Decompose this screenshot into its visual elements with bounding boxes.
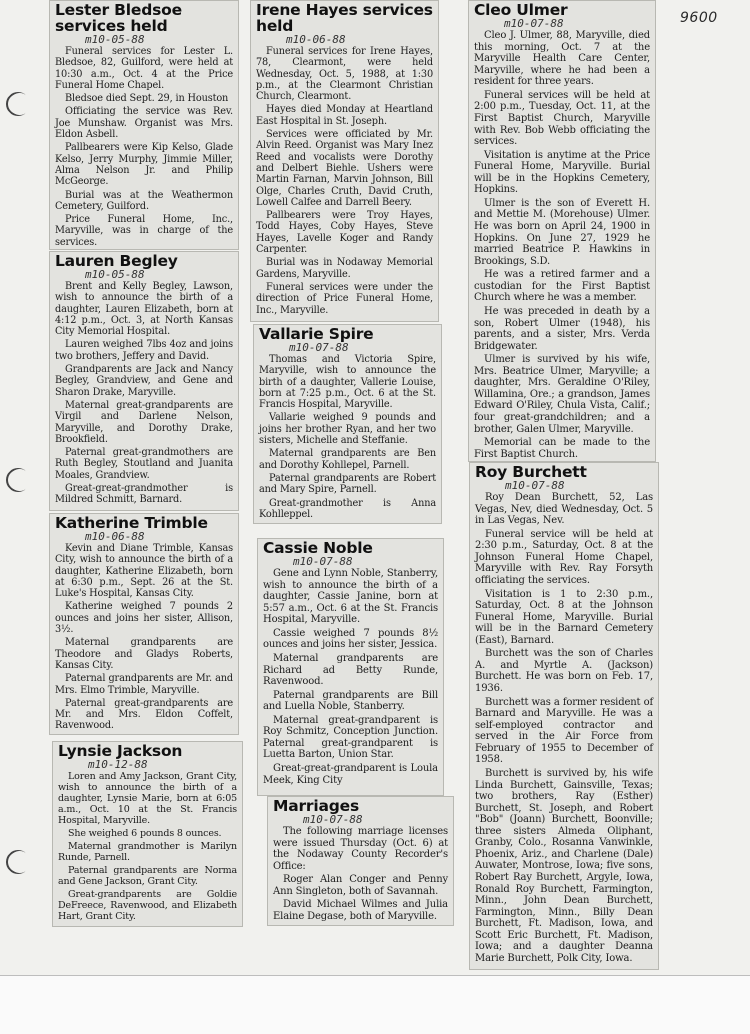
clipping-paragraph: Grandparents are Jack and Nancy Begley, Grandview, and Gene and Sharon Drake, Maryville. [55,364,233,398]
clipping-paragraph: Loren and Amy Jackson, Grant City, wish to announce the birth of a daughter, Lynsie Marie, born at 6:05 a.m., Oct. 10 at the St. Francis Hospital, Maryville. [58,771,237,827]
clipping-paragraph: Officiating the service was Rev. Joe Munshaw. Organist was Mrs. Eldon Asbell. [55,106,233,141]
clipping-paragraph: Roger Alan Conger and Penny Ann Singleton, both of Savannah. [273,874,448,897]
clipping-paragraph: Funeral services for Lester L. Bledsoe, 82, Guilford, were held at 10:30 a.m., Oct. 4 at the Price Funeral Home Chapel. [55,46,233,91]
clipping-paragraph: Visitation is anytime at the Price Funeral Home, Maryville. Burial will be in the Hopkins Cemetery, Hopkins. [474,149,650,196]
clipping-paragraph: Funeral services for Irene Hayes, 78, Clearmont, were held Wednesday, Oct. 5, 1988, at 1:30 p.m., at the Clearmont Christian Church, Clearmont. [256,46,433,103]
handwritten-date: m10-07-88 [505,479,565,492]
clipping-paragraph: Visitation is 1 to 2:30 p.m., Saturday, Oct. 8 at the Johnson Funeral Home, Maryville. Burial will be in the Barnard Cemetery (East), Barnard. [475,588,653,646]
handwritten-date: m10-06-88 [85,530,145,543]
clipping-noble [257,538,444,796]
clipping-paragraph: Paternal grandparents are Bill and Luella Noble, Stanberry. [263,689,438,713]
clipping-paragraph: Funeral services will be held at 2:00 p.m., Tuesday, Oct. 11, at the First Baptist Church, Maryville with Rev. Bob Webb officiating the services. [474,89,650,148]
clipping-paragraph: Ulmer is survived by his wife, Mrs. Beatrice Ulmer, Maryville; a daughter, Mrs. Geraldine O'Riley, Willamina, Ore.; a grandson, James Edward O'Riley, Chula Vista, Calif.; four great-grandchildren; and a brother, Galen Ulmer, Maryville. [474,354,650,435]
clipping-paragraph: Bledsoe died Sept. 29, in Houston [65,93,229,105]
clipping-hayes [250,0,439,322]
clipping-paragraph: Cassie weighed 7 pounds 8½ ounces and joins her sister, Jessica. [263,627,438,651]
clipping-paragraph: Ulmer is the son of Everett H. and Mettie M. (Morehouse) Ulmer. He was born on April 24, 1900 in Hopkins. On June 27, 1929 he married Beatrice P. Hawkins in Brookings, S.D. [474,197,650,267]
clipping-paragraph: Great-grandparents are Goldie DeFreece, Ravenwood, and Elizabeth Hart, Grant City. [58,889,237,923]
clipping-paragraph: He was a retired farmer and a custodian for the First Baptist Church where he was a member. [474,269,650,304]
clipping-paragraph: Lauren weighed 7lbs 4oz and joins two brothers, Jeffery and David. [55,339,233,362]
clipping-paragraph: Burial was at the Weathermon Cemetery, Guilford. [55,189,233,212]
clipping-paragraph: Katherine weighed 7 pounds 2 ounces and joins her sister, Allison, 3½. [55,601,233,636]
clipping-paragraph: Funeral services were under the direction of Price Funeral Home, Inc., Maryville. [256,281,433,316]
clipping-bledsoe [49,0,239,250]
clipping-paragraph: Paternal great-grandparents are Mr. and Mrs. Eldon Coffelt, Ravenwood. [55,697,233,732]
handwritten-date: m10-05-88 [85,33,145,46]
clipping-paragraph: Maternal grandparents are Ben and Dorothy Kohllepel, Parnell. [259,448,436,471]
clipping-headline: Lester Bledsoe services held [55,1,182,35]
page-bottom-margin [0,975,750,1034]
clipping-paragraph: Pallbearers were Kip Kelso, Glade Kelso, Jerry Murphy, Jimmie Miller, Alma Nelson Jr. and Philip McGeorge. [55,142,233,188]
clipping-paragraph: Burchett was a former resident of Barnard and Maryville. He was a self-employed contractor and served in the Air Force from February of 1955 to December of 1958. [475,696,653,766]
clipping-paragraph: Price Funeral Home, Inc., Maryville, was in charge of the services. [55,214,233,248]
clipping-paragraph: Gene and Lynn Noble, Stanberry, wish to announce the birth of a daughter, Cassie Janine, born at 5:57 a.m., Oct. 6 at the St. Francis Hospital, Maryville. [263,568,438,626]
clipping-paragraph: Great-great-grandparent is Loula Meek, King City [263,763,438,786]
clipping-paragraph: Services were officiated by Mr. Alvin Reed. Organist was Mary Inez Reed and vocalists were Dorothy and Delbert Biehle. Ushers were Martin Farnan, Marvin Johnson, Bill Olge, Charles Cruth, David Cruth, Lowell Calfee and Darrell Beery. [256,129,433,208]
clipping-paragraph: Cleo J. Ulmer, 88, Maryville, died this morning, Oct. 7 at the Maryville Health Care Center, Maryville, where he had been a resident for three years. [474,30,650,88]
clipping-marriages [267,796,454,926]
handwritten-date: m10-12-88 [88,758,148,771]
clipping-paragraph: Pallbearers were Troy Hayes, Todd Hayes, Coby Hayes, Steve Hayes, Lavelle Koger and Randy Carpenter. [256,210,433,256]
handwritten-date: m10-07-88 [289,341,349,354]
clipping-paragraph: Burchett is survived by, his wife Linda Burchett, Gainsville, Texas; two brothers, Ray (Esther) Burchett, St. Joseph, and Robert "Bob" (Joann) Burchett, Boonville; three sisters Almeda Oliphant, Granby, Colo., Rosanna Vanwinkle, Phoenix, Ariz., and Charlene (Dale) Auwater, Montrose, Iowa; five sons, Robert Ray Burchett, Argyle, Iowa, Ronald Roy Burchett, Farmington, Minn., John Dean Burchett, Farmington, Minn., Billy Dean Burchett, Ft. Madison, Iowa, and Scott Eric Burchett, Ft. Madison, Iowa; and a daughter Deanna Marie Burchett, Polk City, Iowa. [475,767,653,964]
clipping-paragraph: Thomas and Victoria Spire, Maryville, wish to announce the birth of a daughter, Vallerie Louise, born at 7:25 p.m., Oct. 6 at the St. Francis Hospital, Maryville. [259,354,436,411]
clipping-headline: Cassie Noble [263,539,373,557]
clipping-paragraph: Maternal grandmother is Marilyn Runde, Parnell. [58,841,237,864]
page-number: 9600 [680,10,718,26]
clipping-headline: Lynsie Jackson [58,742,183,760]
clipping-paragraph: She weighed 6 pounds 8 ounces. [68,828,222,840]
clipping-headline: Roy Burchett [475,463,587,481]
clipping-paragraph: Burchett was the son of Charles A. and Myrtle A. (Jackson) Burchett. He was born on Feb. 17, 1936. [475,648,653,694]
clipping-paragraph: Paternal grandparents are Robert and Mary Spire, Parnell. [259,472,436,496]
clipping-paragraph: Paternal great-grandmothers are Ruth Begley, Stoutland and Juanita Moales, Grandview. [55,447,233,481]
clipping-trimble [49,513,239,735]
clipping-paragraph: Vallarie weighed 9 pounds and joins her brother Ryan, and her two sisters, Michelle and Steffanie. [259,412,436,447]
handwritten-date: m10-06-88 [286,33,346,46]
clipping-headline: Vallarie Spire [259,325,374,343]
clipping-paragraph: Kevin and Diane Trimble, Kansas City, wish to announce the birth of a daughter, Katherine Elizabeth, born at 6:30 p.m., Sept. 26 at the St. Luke's Hospital, Kansas City. [55,543,233,600]
clipping-paragraph: Maternal great-grandparent is Roy Schmitz, Conception Junction. Paternal great-grandparent is Luetta Barton, Union Star. [263,714,438,761]
clipping-paragraph: Hayes died Monday at Heartland East Hospital in St. Joseph. [256,104,433,127]
clipping-paragraph: Memorial can be made to the First Baptist Church. [474,437,650,460]
clipping-paragraph: Maternal grandparents are Richard ad Betty Runde, Ravenwood. [263,652,438,688]
clipping-paragraph: Paternal grandparents are Mr. and Mrs. Elmo Trimble, Maryville. [55,673,233,696]
clipping-headline: Katherine Trimble [55,514,208,532]
handwritten-date: m10-07-88 [303,813,363,826]
clipping-spire [253,324,442,524]
clipping-burchett [469,462,659,970]
clipping-paragraph: Maternal great-grandparents are Virgil and Darlene Nelson, Maryville, and Dorothy Drake, Brookfield. [55,399,233,445]
clipping-paragraph: Burial was in Nodaway Memorial Gardens, Maryville. [256,257,433,280]
clipping-headline: Marriages [273,797,359,815]
clipping-paragraph: He was preceded in death by a son, Robert Ulmer (1948), his parents, and a sister, Mrs. Verda Bridgewater. [474,305,650,352]
clipping-paragraph: Brent and Kelly Begley, Lawson, wish to announce the birth of a daughter, Lauren Elizabeth, born at 4:12 p.m., Oct. 3, at North Kansas City Memorial Hospital. [55,281,233,338]
clipping-headline: Cleo Ulmer [474,1,568,19]
clipping-jackson [52,741,243,927]
clipping-paragraph: Great-great-grandmother is Mildred Schmitt, Barnard. [55,483,233,506]
handwritten-date: m10-07-88 [293,555,353,568]
clipping-paragraph: The following marriage licenses were issued Thursday (Oct. 6) at the Nodaway County Recorder's Office: [273,826,448,872]
handwritten-date: m10-05-88 [85,268,145,281]
clipping-paragraph: Funeral service will be held at 2:30 p.m., Saturday, Oct. 8 at the Johnson Funeral Home Chapel, Maryville with Rev. Ray Forsyth officiating the services. [475,528,653,586]
clipping-ulmer [468,0,656,462]
clipping-paragraph: David Michael Wilmes and Julia Elaine Degase, both of Maryville. [273,899,448,922]
clipping-headline: Irene Hayes services held [256,1,433,35]
clipping-paragraph: Great-grandmother is Anna Kohlleppel. [259,497,436,520]
clipping-paragraph: Paternal grandparents are Norma and Gene Jackson, Grant City. [58,865,237,888]
handwritten-date: m10-07-88 [504,17,564,30]
clipping-begley [49,251,239,511]
clipping-paragraph: Roy Dean Burchett, 52, Las Vegas, Nev, died Wednesday, Oct. 5 in Las Vegas, Nev. [475,492,653,527]
clipping-paragraph: Maternal grandparents are Theodore and Gladys Roberts, Kansas City. [55,637,233,671]
clipping-headline: Lauren Begley [55,252,178,270]
